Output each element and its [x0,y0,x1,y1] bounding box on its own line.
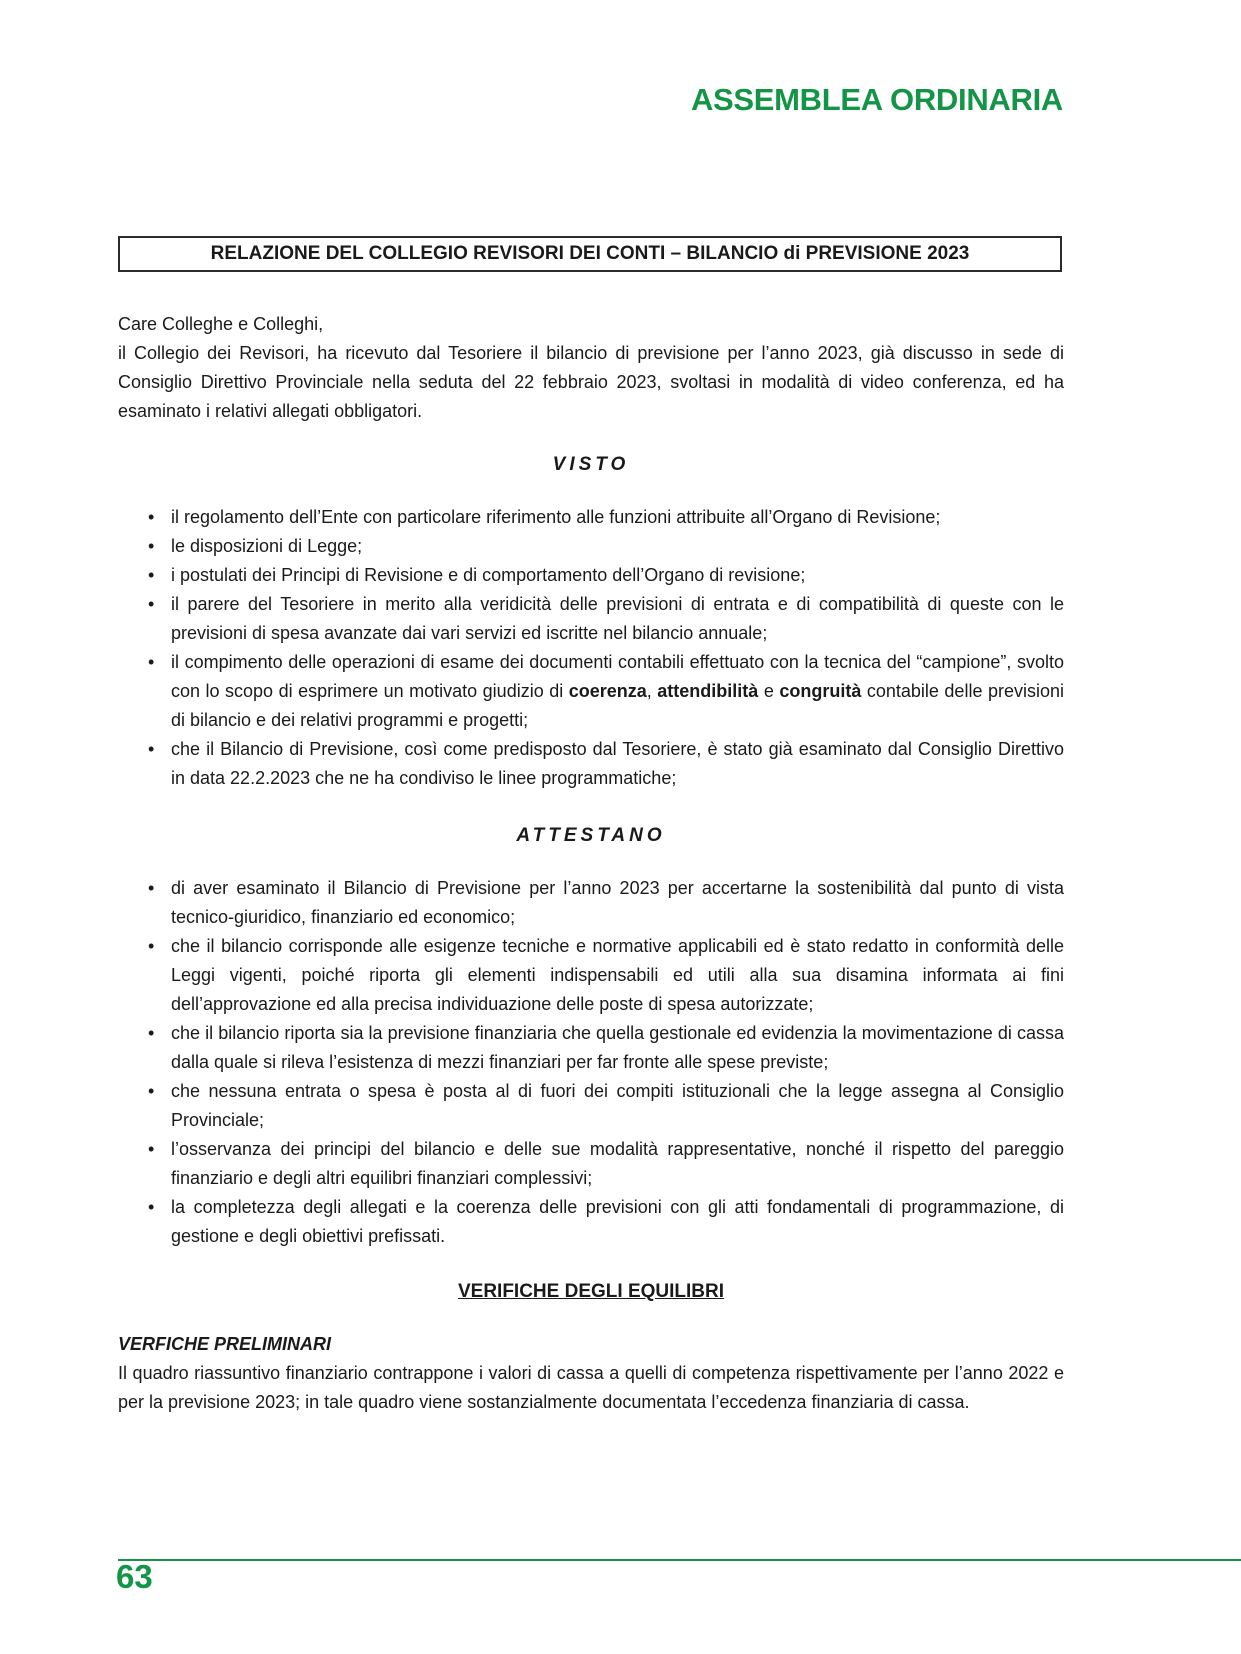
list-item: • il compimento delle operazioni di esame dei documenti contabili effettuato con la tecnica del “campione”, svolto con lo scopo di esprimere un motivato giudizio di coerenza, attendibilità e congruità contabile delle previsioni di bilancio e dei relativi programmi e progetti; [118,648,1064,735]
visto-list [118,503,1064,793]
list-item: • che il Bilancio di Previsione, così come predisposto dal Tesoriere, è stato già esaminato dal Consiglio Direttivo in data 22.2.2023 che ne ha condiviso le linee programmatiche; [118,735,1064,793]
greeting: Care Colleghe e Colleghi, [118,314,324,334]
bullet-icon: • [148,652,155,672]
bullet-icon: • [148,878,155,898]
bold-attendibilita: attendibilità [657,681,759,701]
footer-divider [118,1559,1241,1561]
list-item: • che il bilancio corrisponde alle esigenze tecniche e normative applicabili ed è stato redatto in conformità delle Leggi vigenti, poiché riporta gli elementi indispensabili ed utili alla sua disamina informata ai fini dell’approvazione ed alla precisa individuazione delle poste di spesa autorizzate; [118,932,1064,1019]
document-body [118,310,1064,1417]
bullet-icon: • [148,565,155,585]
list-item: • di aver esaminato il Bilancio di Previsione per l’anno 2023 per accertarne la sostenibilità dal punto di vista tecnico-giuridico, finanziario ed economico; [118,874,1064,932]
verifiche-paragraph: Il quadro riassuntivo finanziario contrappone i valori di cassa a quelli di competenza rispettivamente per l’anno 2022 e per la previsione 2023; in tale quadro viene sostanzialmente documentata l’eccedenza finanziaria di cassa. [118,1363,1064,1412]
report-title-box [118,236,1062,272]
bullet-icon: • [148,536,155,556]
bullet-icon: • [148,739,155,759]
bold-coerenza: coerenza [568,681,647,701]
bullet-icon: • [148,936,155,956]
list-item: • il regolamento dell’Ente con particolare riferimento alle funzioni attribuite all’Organo di Revisione; [118,503,1064,532]
bullet-icon: • [148,1139,155,1159]
intro-paragraph: il Collegio dei Revisori, ha ricevuto dal Tesoriere il bilancio di previsione per l’anno 2023, già discusso in sede di Consiglio Direttivo Provinciale nella seduta del 22 febbraio 2023, svoltasi in modalità di video conferenza, ed ha esaminato i relativi allegati obbligatori. [118,343,1064,421]
page-number: 63 [116,1558,153,1595]
list-item: • l’osservanza dei principi del bilancio e delle sue modalità rappresentative, nonché il rispetto del pareggio finanziario e degli altri equilibri finanziari complessivi; [118,1135,1064,1193]
verifiche-heading: VERIFICHE DEGLI EQUILIBRI [457,1281,725,1302]
list-item: • le disposizioni di Legge; [118,532,1064,561]
list-item: • che nessuna entrata o spesa è posta al di fuori dei compiti istituzionali che la legge assegna al Consiglio Provinciale; [118,1077,1064,1135]
bullet-icon: • [148,594,155,614]
attestano-list [118,874,1064,1251]
attestano-heading: ATTESTANO [516,825,666,846]
list-item: • che il bilancio riporta sia la previsione finanziaria che quella gestionale ed evidenzia la movimentazione di cassa dalla quale si rileva l’esistenza di mezzi finanziari per far fronte alle spese previste; [118,1019,1064,1077]
visto-heading: VISTO [552,454,630,475]
list-item: • la completezza degli allegati e la coerenza delle previsioni con gli atti fondamentali di programmazione, di gestione e degli obiettivi prefissati. [118,1193,1064,1251]
verifiche-subheading: VERFICHE PRELIMINARI [118,1334,332,1354]
bullet-icon: • [148,1197,155,1217]
bullet-icon: • [148,1023,155,1043]
bullet-icon: • [148,1081,155,1101]
list-item: • i postulati dei Principi di Revisione e di comportamento dell’Organo di revisione; [118,561,1064,590]
section-title: ASSEMBLEA ORDINARIA [690,82,1063,117]
report-title: RELAZIONE DEL COLLEGIO REVISORI DEI CONTI – BILANCIO di PREVISIONE 2023 [210,243,970,264]
bullet-icon: • [148,507,155,527]
bold-congruita: congruità [779,681,862,701]
list-item: • il parere del Tesoriere in merito alla veridicità delle previsioni di entrata e di compatibilità di queste con le previsioni di spesa avanzate dai vari servizi ed iscritte nel bilancio annuale; [118,590,1064,648]
